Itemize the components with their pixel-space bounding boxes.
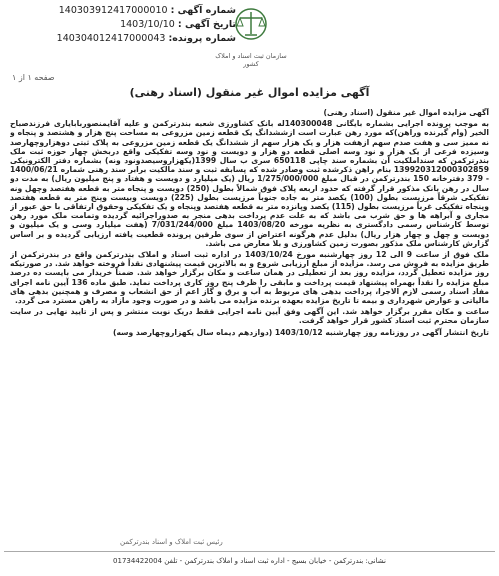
file-number-row xyxy=(6,32,236,46)
notice-title: آگهی مزایده اموال غیر منقول (اسناد رهنی) xyxy=(129,86,370,99)
notice-date-row xyxy=(6,18,236,32)
body-paragraph: ساعت و مکان مقرر برگزار خواهد شد. این آگهی وفق آیین نامه اجرایی فقط دریک نوبت منتشر و پس از تایید نهایی در سایت سازمان محترم ثبت اسناد کشور قرار خواهد گرفت. xyxy=(10,307,489,326)
judiciary-emblem xyxy=(215,2,287,68)
scales-emblem-icon xyxy=(215,2,287,50)
notice-body xyxy=(10,108,489,528)
notice-number-label: شماره آگهی : xyxy=(170,5,236,16)
file-number-label: شماره پرونده: xyxy=(168,33,236,44)
signer-line: رئیس ثبت املاک و اسناد بندرترکمن xyxy=(120,538,223,546)
footer-address: نشانی: بندرترکمن - خیابان بسیج - اداره ثبت اسناد و املاک بندرترکمن - تلفن 01734422004 xyxy=(4,551,495,565)
file-number: 140304012417000043 xyxy=(56,33,166,44)
body-heading: آگهی مزایده اموال غیر منقول (اسناد رهنی) xyxy=(323,108,489,117)
notice-date: 1403/10/10 xyxy=(120,19,175,30)
body-publication-date: تاریخ انتشار آگهی در روزنامه روز چهارشنبه 1403/10/12 (دوازدهم دیماه سال یکهزاروچهارصد وسه) xyxy=(112,327,489,337)
notice-number: 140303912417000010 xyxy=(58,5,168,16)
organization-name: سازمان ثبت اسناد و املاک کشور xyxy=(215,52,287,68)
page-number: صفحه ۱ از ۱ xyxy=(12,73,55,82)
notice-meta xyxy=(6,4,236,46)
notice-number-row xyxy=(6,4,236,18)
body-paragraph: ملک فوق از ساعت 9 الی 12 روز چهارشنبه مورخ 1403/10/24 در اداره ثبت اسناد و املاک بندرترکمن واقع در بندرترکمن از طریق مزایده به فروش می رسد. مزایده از مبلغ ارزیابی شروع و به بالاترین قیمت پیشنهادی نقداً فروخته خواهد شد. در صورتیکه روز مزایده تعطیل گردد، مزایده روز بعد از تعطیلی در همان ساعت و مکان برگزار خواهد شد. ضمناً خریدار می بایست ده درصد مبلغ مزایده را نقداً بهمراه پیشنهاد قیمت پرداخت و مابقی را ظرف پنج روز کاری پرداخت نماید. طبق ماده 136 آیین نامه اجرای مفاد اسناد رسمی لازم الاجرا، پرداخت بدهی های مربوط به آب و برق و گاز اعم از حق انشعاب و مصرف و همچنین بدهی های مالیاتی و عوارض شهرداری و بیمه تا تاریخ مزایده بعهده برنده مزایده می باشد و در صورت وجود مازاد به راهن مسترد می گردد. xyxy=(10,250,489,306)
body-paragraph: به موجب پرونده اجرایی بشماره بایگانی 140300048له بانک کشاورزی شعبه بندرترکمن و علیه آقایمنصوربابایاری فرزندصباح الخیر (وام گیرنده وراهن)که مورد رهن عبارت است ازششدانگ یک قطعه زمین مزروعی به مساحت پنج هزار و هشتصد و پنجاه و نه ممیز سی و هفت صدم سهم ازهفت هزار و یک هزار سهم از ششدانگ یک قطعه زمین مزروعی به پلاک ثبتی دوهزاروچهارصد وسیزده فرعی از یک هزار و نود وسه اصلی قطعه دو هزار و دویست و نود وسه تفکیکی واقع دربخش چهار حوزه ثبت ملک بندرترکمن که سنداملکیت آن بشماره سند چاپی 650118 سری ب سال 1399(یکهزاروسیصدونود ونه) بشماره دفتر الکترونیکی 139920312000302859 بنام راهن ذکرشده ثبت وصادر شده که پسابقه ثبت و سند مالکیت برابر سند رهنی شماره 1400/06/21 - 379 دفترخانه 150 بندرترکمن در قبال مبلغ 1/275/000/000 ریال (یک میلیارد و دویست و هفتاد و پنج میلیون ریال) به مدت دو سال در رهن بانک مذکور قرار گرفته که حدود اربعه پلاک فوق شمالاً بطول (250) دویست و پنجاه متر به قطعه هفتصد وچهل ونه تفکیکی شرقاً مرزیست بطول (100) یکصد متر به جاده جنوباً مرزیست بطول (225) دویست وبیست وپنج متر به قطعه هفتصد وپنجاه تفکیکی غرباً مرزیست بطول (115) یکصد وپانزده متر به قطعه هفتصد وپنجاه و یک تفکیکی وحقوق ارتفاقی با حق عبور از مجاری و آبراهه ها و حق شرب می باشد که به علت عدم پرداخت بدهی منجر به صدوراجرائیه گردیده وتمامت ملک مورد رهن توسط کارشناس رسمی دادگستری به نظریه مورخه 1403/08/20 مبلغ 7/031/244/000 (هفت میلیارد وسی و یک میلیون و دویست و چهل و چهار هزار ریال) بدلیل عدم هرگونه اعتراض از سوی طرفین پرونده قطعیت یافته ارزیابی گردیده و بر اساس گزارش کارشناس ملک مذکور بصورت زمین کشاورزی و بلا معارض می باشد. xyxy=(10,119,489,248)
notice-date-label: تاریخ آگهی : xyxy=(177,19,236,30)
